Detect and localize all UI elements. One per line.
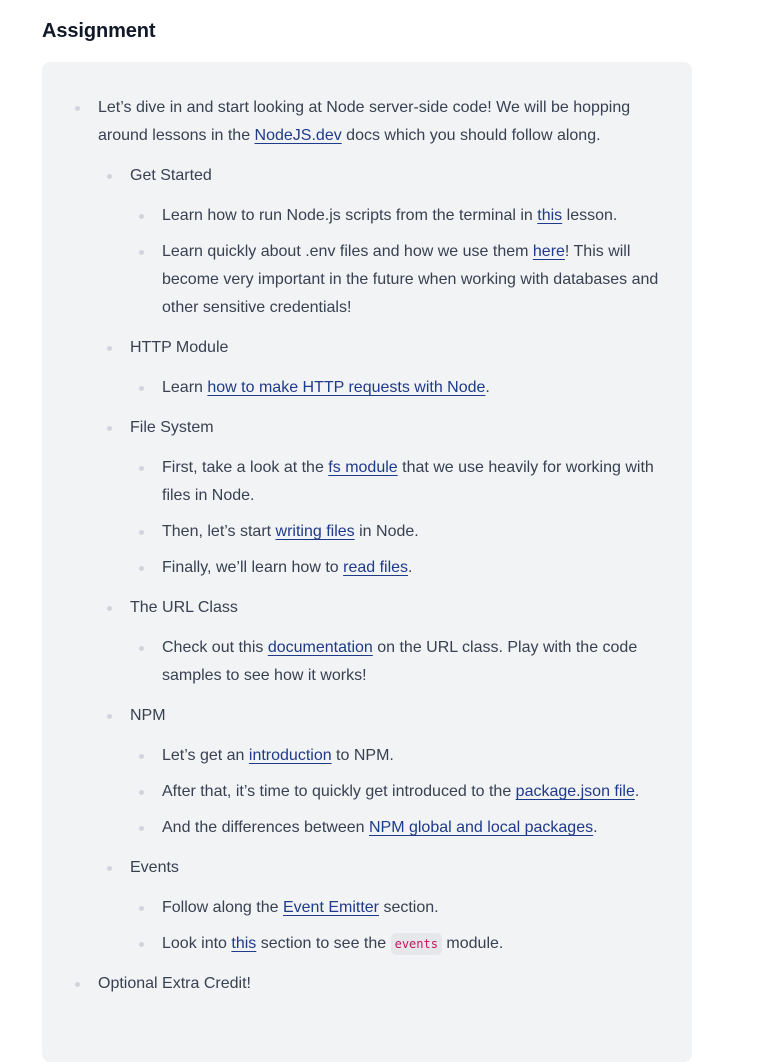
topic-title: The URL Class xyxy=(130,599,238,616)
item-text: First, take a look at the xyxy=(162,459,329,476)
list-item xyxy=(162,894,678,922)
topic-title: Events xyxy=(130,859,179,876)
list-item xyxy=(162,554,678,582)
list-item xyxy=(162,202,678,230)
topic-npm xyxy=(130,702,678,842)
item-text: Follow along the xyxy=(162,899,283,916)
topic-title: Get Started xyxy=(130,167,212,184)
intro-text-end: docs which you should follow along. xyxy=(341,127,601,144)
topic-title: File System xyxy=(130,419,214,436)
fs-module-link[interactable]: fs module xyxy=(328,459,398,476)
events-list xyxy=(162,894,678,958)
read-files-link[interactable]: read files xyxy=(343,559,409,576)
npm-packages-link[interactable]: NPM global and local packages xyxy=(368,819,594,836)
item-text: section to see the xyxy=(256,935,391,952)
this-lesson-link[interactable]: this xyxy=(537,207,563,224)
event-emitter-link[interactable]: Event Emitter xyxy=(282,899,379,916)
item-text: section. xyxy=(379,899,439,916)
item-text: Then, let’s start xyxy=(162,523,276,540)
item-text: Learn quickly about .env files and how we use them xyxy=(162,243,533,260)
topic-file-system xyxy=(130,414,678,582)
item-text: . xyxy=(634,783,640,800)
url-list xyxy=(162,634,678,690)
intro-text: Let’s dive in and start looking at Node server-side code! We will be hopping around lessons in the xyxy=(98,99,631,144)
intro-item xyxy=(98,94,678,958)
topic-url-class xyxy=(130,594,678,690)
topic-http-module xyxy=(130,334,678,402)
item-text: After that, it’s time to quickly get introduced to the xyxy=(162,783,516,800)
get-started-list xyxy=(162,202,678,322)
item-text: Check out this xyxy=(162,639,268,656)
topic-title: HTTP Module xyxy=(130,339,229,356)
item-text: ! This will become very important in the future when working with databases and other sensitive credentials! xyxy=(162,243,659,316)
topics-list xyxy=(130,162,678,958)
item-text: . xyxy=(593,819,598,836)
list-item xyxy=(162,634,678,690)
list-item xyxy=(162,238,678,322)
http-list xyxy=(162,374,678,402)
fs-list xyxy=(162,454,678,582)
list-item xyxy=(162,518,678,546)
url-documentation-link[interactable]: documentation xyxy=(267,639,373,656)
item-text: Learn xyxy=(162,379,208,396)
package-json-link[interactable]: package.json file xyxy=(515,783,635,800)
item-text: . xyxy=(485,379,490,396)
topic-get-started xyxy=(130,162,678,322)
npm-list xyxy=(162,742,678,842)
assignment-list xyxy=(98,94,678,1006)
topic-title: NPM xyxy=(130,707,166,724)
item-text: Let’s get an xyxy=(162,747,249,764)
item-text: module. xyxy=(441,935,504,952)
list-item xyxy=(162,778,678,806)
item-text: that we use heavily for working with files in Node. xyxy=(162,459,654,504)
item-text: . xyxy=(408,559,413,576)
npm-introduction-link[interactable]: introduction xyxy=(248,747,332,764)
item-text: Learn how to run Node.js scripts from the terminal in xyxy=(162,207,538,224)
item-text: Finally, we’ll learn how to xyxy=(162,559,344,576)
extra-credit-title: Optional Extra Credit! xyxy=(98,975,251,992)
item-text: in Node. xyxy=(354,523,419,540)
list-item xyxy=(162,930,678,958)
section-heading: Assignment xyxy=(42,20,156,42)
item-text: And the differences between xyxy=(162,819,369,836)
list-item xyxy=(162,814,678,842)
item-text: Look into xyxy=(162,935,232,952)
list-item xyxy=(162,374,678,402)
http-requests-link[interactable]: how to make HTTP requests with Node xyxy=(207,379,486,396)
nodejs-dev-link[interactable]: NodeJS.dev xyxy=(254,127,342,144)
events-section-link[interactable]: this xyxy=(231,935,257,952)
extra-credit-item xyxy=(98,970,678,998)
list-item xyxy=(162,454,678,510)
assignment-box xyxy=(42,62,692,1062)
item-text: lesson. xyxy=(562,207,618,224)
list-item xyxy=(162,742,678,770)
topic-events xyxy=(130,854,678,958)
events-code: events xyxy=(391,933,442,955)
writing-files-link[interactable]: writing files xyxy=(275,523,355,540)
env-files-link[interactable]: here xyxy=(532,243,565,260)
item-text: on the URL class. Play with the code samples to see how it works! xyxy=(162,639,638,684)
item-text: to NPM. xyxy=(331,747,394,764)
